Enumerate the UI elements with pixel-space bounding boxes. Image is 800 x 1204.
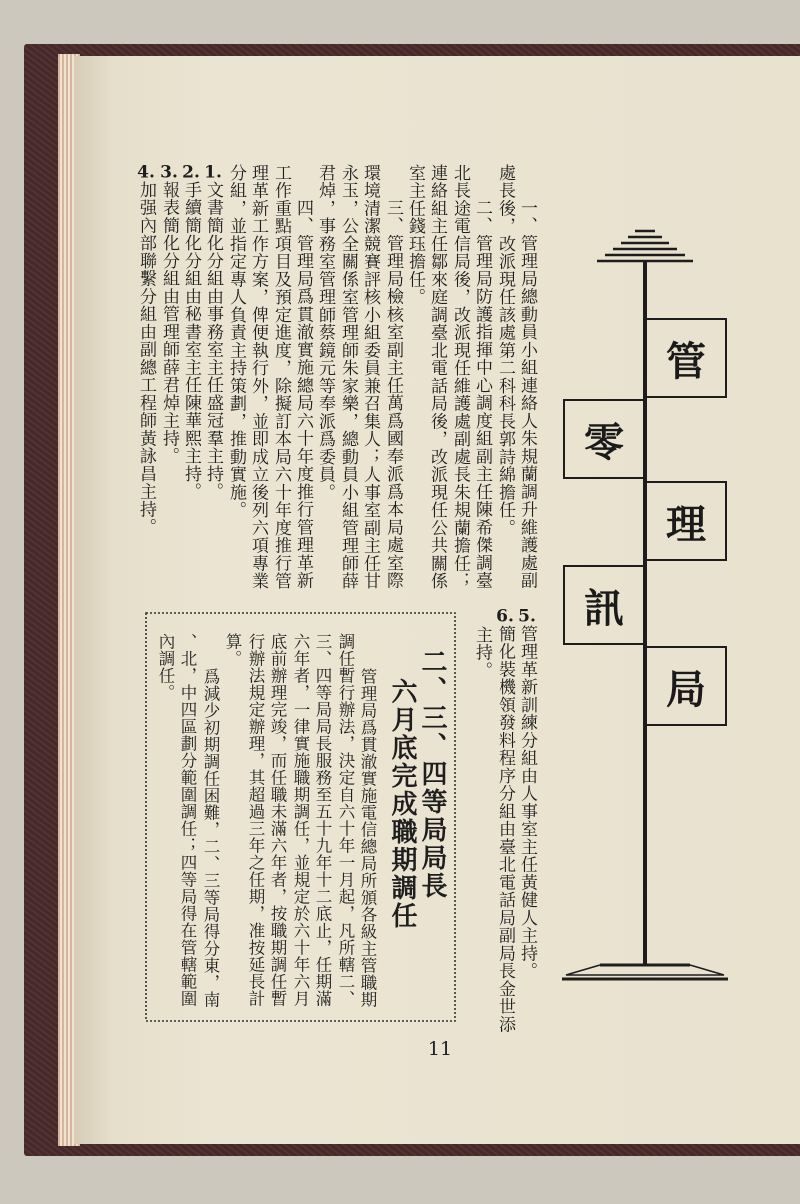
group-number: 3. xyxy=(160,164,178,181)
group-text: 報表簡化分組由管理師薛君焯主持。 xyxy=(159,181,179,465)
article-body-line: 行辦法規定辦理，其超過三年之任期，准按延長計 xyxy=(246,633,265,1007)
group-number: 2. xyxy=(182,164,200,181)
masthead-char-ling: 零 xyxy=(563,399,645,479)
notice-2-line: 連絡組主任鄒來庭調臺北電話局後，改派現任公共關係 xyxy=(427,164,447,590)
article-body-line: 爲減少初期調任困難，二、三等局得分東，南 xyxy=(201,668,220,1008)
article-body-line: 算。 xyxy=(223,633,242,667)
masthead-char-ju: 局 xyxy=(645,646,727,726)
article-body-line: 、北，中四區劃分範圍調任；四等局得在管轄範圍 xyxy=(178,633,197,1007)
notice-4-line: 四、管理局爲貫澈實施總局六十年度推行管理革新 xyxy=(293,199,313,590)
article-body-line: 三、四等局局長服務至五十九年十二底止，任期滿 xyxy=(313,633,332,1007)
group-text: 簡化裝機領發料程序分組由臺北電話局副局長金世添 xyxy=(495,625,515,1034)
group-number: 1. xyxy=(204,164,222,181)
article-body-line: 內調任。 xyxy=(156,633,175,701)
notice-4-line: 分組，並指定專人負責主持策劃，推動實施。 xyxy=(226,164,246,519)
group-text: 加强內部聯繫分組由副總工程師黃詠昌主持。 xyxy=(136,181,156,536)
group-text: 文書簡化分組由事務室主任盛冠羣主持。 xyxy=(203,181,223,501)
pole-finial xyxy=(597,231,693,261)
notice-1-line: 處長後，改派現任該處第二科科長郭詩綿擔任。 xyxy=(495,164,515,537)
page-number: 11 xyxy=(427,1038,453,1060)
article-body-line: 管理局爲貫澈實施電信總局所頒各級主管職期 xyxy=(358,668,377,1008)
notice-2-line: 二、管理局防護指揮中心調度組副主任陳希傑調臺 xyxy=(472,199,492,590)
group-4-item xyxy=(135,164,157,536)
notice-1-line: 一、管理局總動員小組連絡人朱規蘭調升維護處副 xyxy=(517,199,537,590)
group-1-item xyxy=(202,164,224,501)
article-body-line: 調任暫行辦法，決定自六十年一月起，凡所轄二、 xyxy=(336,633,355,1007)
group-text: 手續簡化分組由秘書室主任陳華熙主持。 xyxy=(181,181,201,501)
notice-2-line: 室主任錢珏擔任。 xyxy=(405,164,425,306)
notice-3-line: 君焯，事務室管理師蔡鏡元等奉派爲委員。 xyxy=(315,164,335,502)
notice-3-line: 三、管理局檢核室副主任萬爲國奉派爲本局處室際 xyxy=(383,199,403,590)
notice-3-line: 永玉，公全關係室管理師朱家樂，總動員小組管理師薛 xyxy=(338,164,358,590)
group-text: 管理革新訓練分組由人事室主任黃健人主持。 xyxy=(517,625,537,980)
group-number: 5. xyxy=(518,608,536,625)
group-3-item xyxy=(158,164,180,465)
group-6-continuation: 主持。 xyxy=(472,626,492,680)
notice-4-line: 理革新工作方案，俾便執行外，並即成立後列六項專業 xyxy=(248,164,268,590)
article-body-line: 六年者，一律實施職期調任，並規定於六十年六月 xyxy=(291,633,310,1007)
masthead-char-xun: 訊 xyxy=(563,565,645,645)
masthead-char-guan: 管 xyxy=(645,318,727,398)
notice-2-line: 北長途電信局後，改派現任維護處副處長朱規蘭擔任； xyxy=(450,164,470,590)
notice-4-line: 工作重點項目及預定進度，除擬訂本局六十年度推行管 xyxy=(271,164,291,590)
group-5-item xyxy=(516,608,538,980)
group-6-item xyxy=(494,608,516,1033)
masthead-char-li: 理 xyxy=(645,481,727,561)
notice-3-line: 環境清潔競賽評核小組委員兼召集人；人事室副主任甘 xyxy=(360,164,380,590)
group-number: 4. xyxy=(137,164,155,181)
article-title-line: 六月底完成職期調任 xyxy=(387,678,417,930)
article-title-line: 二、三、四等局局長 xyxy=(417,648,447,900)
pole-base xyxy=(562,965,728,979)
group-2-item xyxy=(180,164,202,501)
article-body-line: 底前辦理完竣，而任職未滿六年者，按職期調任暫 xyxy=(268,633,287,1007)
group-number: 6. xyxy=(496,608,514,625)
